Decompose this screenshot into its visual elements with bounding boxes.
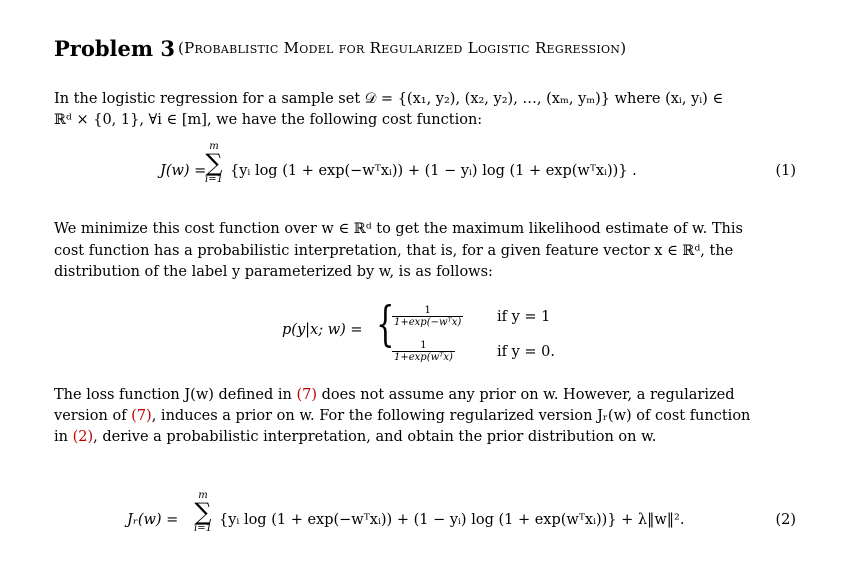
left-brace: { bbox=[376, 296, 395, 352]
para3-line-1-text-a: The loss function J(w) defined in bbox=[54, 387, 297, 403]
para3-line-2-text-b: , induces a prior on w. For the following regularized version Jᵣ(w) of cost function bbox=[151, 408, 751, 424]
case1-condition: if y = 1 bbox=[497, 309, 551, 325]
sigma-symbol: ∑ bbox=[194, 498, 212, 526]
piecewise-case-1 bbox=[392, 305, 463, 328]
eq1-body: {yᵢ log (1 + exp(−wᵀxᵢ)) + (1 − yᵢ) log (1 + exp(wᵀxᵢ))} . bbox=[230, 163, 637, 179]
case2-numerator: 1 bbox=[392, 340, 455, 352]
piecewise-lhs: p(y|x; w) = bbox=[282, 322, 363, 338]
para3-line-1-text-b: does not assume any prior on w. However, a regularized bbox=[317, 387, 735, 403]
eq2-body: {yᵢ log (1 + exp(−wᵀxᵢ)) + (1 − yᵢ) log (1 + exp(wᵀxᵢ))} + λ‖w‖². bbox=[219, 512, 685, 528]
piecewise-case-2 bbox=[392, 340, 455, 363]
intro-line-2: ℝᵈ × {0, 1}, ∀i ∈ [m], we have the following cost function: bbox=[54, 112, 483, 128]
para3-line-2 bbox=[54, 407, 750, 425]
case1-denominator: 1+exp(−wᵀx) bbox=[394, 317, 462, 328]
problem-subtitle: (Probablistic Model for Regularized Logistic Regression) bbox=[178, 39, 627, 57]
eq1-sum-top: m bbox=[209, 141, 219, 152]
para2-line-3: distribution of the label y parameterized by w, is as follows: bbox=[54, 264, 493, 280]
case2-condition: if y = 0. bbox=[497, 344, 556, 360]
eq2-sum-top: m bbox=[198, 490, 208, 501]
para3-line-3 bbox=[54, 428, 656, 446]
eq1-sum bbox=[204, 141, 224, 185]
equation-reference-link[interactable]: (7) bbox=[131, 408, 152, 424]
problem-title: Problem 3 bbox=[54, 36, 176, 61]
para3-line-1 bbox=[54, 386, 735, 404]
eq2-number: (2) bbox=[775, 512, 796, 528]
para2-line-1: We minimize this cost function over w ∈ ℝᵈ to get the maximum likelihood estimate of w. This bbox=[54, 221, 743, 237]
para2-line-2: cost function has a probabilistic interpretation, that is, for a given feature vector x ∈ ℝᵈ, the bbox=[54, 243, 734, 259]
sigma-symbol: ∑ bbox=[205, 149, 223, 177]
para3-line-3-text-b: , derive a probabilistic interpretation, and obtain the prior distribution on w. bbox=[93, 429, 657, 445]
eq2-sum-bottom: i=1 bbox=[194, 523, 212, 534]
eq1-lhs: J(w) = bbox=[160, 163, 207, 179]
para3-line-2-text-a: version of bbox=[54, 408, 132, 424]
case2-denominator: 1+exp(wᵀx) bbox=[394, 352, 453, 363]
equation-reference-link[interactable]: (7) bbox=[296, 387, 317, 403]
case1-numerator: 1 bbox=[392, 305, 463, 317]
eq1-sum-bottom: i=1 bbox=[205, 174, 223, 185]
eq1-number: (1) bbox=[775, 163, 796, 179]
para3-line-3-text-a: in bbox=[54, 429, 73, 445]
intro-line-1: In the logistic regression for a sample set 𝒟 = {(x₁, y₂), (x₂, y₂), …, (xₘ, yₘ)} where (xᵢ, yᵢ) ∈ bbox=[54, 91, 724, 107]
eq2-lhs: Jᵣ(w) = bbox=[127, 512, 179, 528]
eq2-sum bbox=[193, 490, 213, 534]
equation-reference-link[interactable]: (2) bbox=[72, 429, 94, 445]
